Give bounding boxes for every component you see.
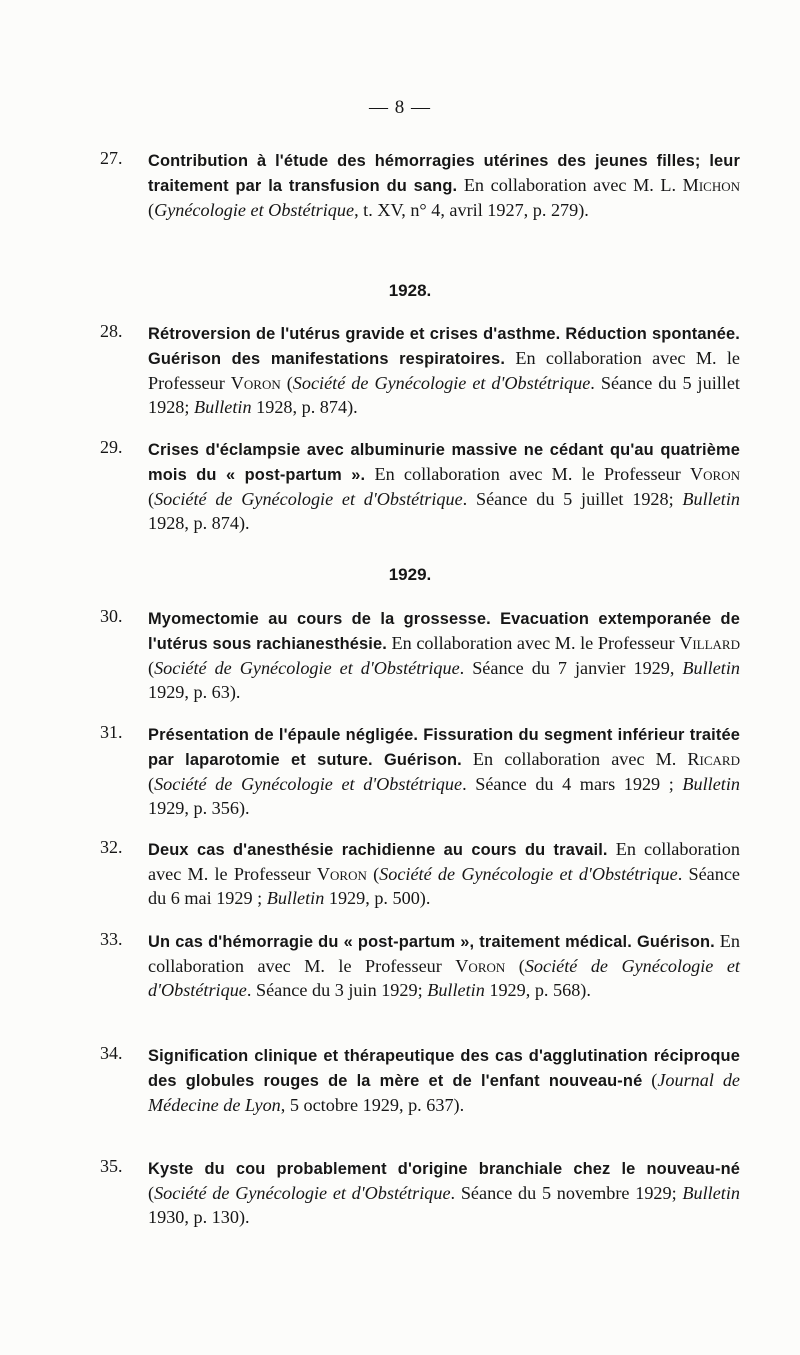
entry-text: (	[505, 956, 525, 976]
entry-number: 32.	[100, 837, 123, 857]
entry-number: 28.	[100, 321, 123, 341]
entry-author: Voron	[455, 956, 506, 976]
entry-text: . Séance du 5 juillet 1928;	[148, 373, 740, 417]
list-item	[100, 929, 740, 1002]
entry-number: 34.	[100, 1043, 123, 1063]
entry-text: En collaboration avec M. le Professeur	[148, 839, 740, 884]
entry-text: 1928, p. 874).	[148, 513, 250, 533]
entry-text: (	[148, 774, 155, 794]
entry-text: En collaboration avec M. le Professeur	[148, 348, 740, 393]
entry-text: (	[280, 373, 293, 393]
entry-text: (	[148, 200, 155, 220]
entry-body	[148, 837, 740, 910]
entry-text: . Séance du 3 juin 1929;	[246, 980, 428, 1000]
entry-journal: Société de Gynécologie et d'Obstétrique	[154, 489, 463, 509]
entry-bulletin: Bulletin	[682, 774, 741, 794]
list-item	[100, 437, 740, 535]
entry-author: Ricard	[687, 749, 740, 769]
entry-number: 35.	[100, 1156, 123, 1176]
entry-author: Michon	[682, 175, 740, 195]
entry-bulletin: Bulletin	[266, 888, 325, 908]
entry-text: En collaboration avec M. le Professeur	[386, 633, 680, 653]
entry-title: Rétroversion de l'utérus gravide et crises d'asthme. Réduction spontanée. Guérison des manifestations respiratoires.	[148, 325, 740, 368]
entry-number: 31.	[100, 722, 123, 742]
entry-bulletin: Bulletin	[682, 1183, 740, 1203]
entry-text: En collaboration avec M. le Professeur	[148, 931, 740, 976]
entry-bulletin: Bulletin	[193, 397, 252, 417]
entry-body	[148, 148, 740, 222]
entry-journal: Gynécologie et Obstétrique	[154, 200, 355, 220]
entry-journal: Société de Gynécologie et d'Obstétrique	[292, 373, 591, 393]
list-item	[100, 606, 740, 704]
entry-body	[148, 1043, 740, 1117]
entry-journal: Société de Gynécologie et d'Obstétrique	[154, 774, 463, 794]
entry-text: (	[642, 1070, 658, 1090]
entry-text: . Séance du 6 mai 1929 ;	[148, 864, 740, 908]
entry-journal: Société de Gynécologie et d'Obstétrique	[148, 956, 740, 1000]
list-item	[100, 1043, 740, 1117]
entry-text: 1929, p. 63).	[148, 682, 241, 702]
entry-text: En collaboration avec M. L.	[457, 175, 683, 195]
entry-text: , t. XV, n° 4, avril 1927, p. 279).	[354, 200, 589, 220]
entry-title: Un cas d'hémorragie du « post-partum », traitement médical. Guérison.	[148, 933, 715, 951]
entry-text: , 5 octobre 1929, p. 637).	[280, 1095, 465, 1115]
entry-body	[148, 929, 740, 1002]
year-heading: 1928.	[388, 281, 432, 300]
list-item	[100, 1156, 740, 1229]
entry-number: 30.	[100, 606, 123, 626]
list-item	[100, 722, 740, 820]
entry-journal: Société de Gynécologie et d'Obstétrique	[379, 864, 678, 884]
page-number: — 8 —	[369, 97, 431, 118]
year-heading: 1929.	[388, 565, 432, 584]
entry-text: 1929, p. 568).	[484, 980, 591, 1000]
entry-author: Voron	[316, 864, 367, 884]
entry-number: 33.	[100, 929, 123, 949]
entry-bulletin: Bulletin	[427, 980, 485, 1000]
entry-title: Signification clinique et thérapeutique des cas d'agglutination réciproque des globules rouges de la mère et de l'enfant nouveau-né	[148, 1047, 740, 1090]
entry-text: . Séance du 4 mars 1929 ;	[462, 774, 683, 794]
list-item	[100, 148, 740, 222]
entry-bulletin: Bulletin	[682, 489, 740, 509]
entry-title: Kyste du cou probablement d'origine branchiale chez le nouveau-né	[148, 1160, 740, 1178]
entry-title: Contribution à l'étude des hémorragies utérines des jeunes filles; leur traitement par la transfusion du sang.	[148, 152, 740, 195]
entry-text: 1929, p. 500).	[324, 888, 431, 908]
entry-bulletin: Bulletin	[682, 658, 740, 678]
entry-body	[148, 606, 740, 704]
entry-title: Crises d'éclampsie avec albuminurie massive ne cédant qu'au quatrième mois du « post-partum ».	[148, 441, 740, 484]
entry-text: (	[148, 658, 155, 678]
entry-body	[148, 437, 740, 535]
entry-number: 29.	[100, 437, 123, 457]
entry-author: Villard	[679, 633, 740, 653]
entry-author: Voron	[230, 373, 281, 393]
entry-body	[148, 722, 740, 820]
entry-journal: Journal de Médecine de Lyon	[148, 1070, 740, 1115]
entry-body	[148, 321, 740, 419]
entry-text: . Séance du 5 novembre 1929;	[450, 1183, 683, 1203]
entry-text: En collaboration avec M.	[461, 749, 688, 769]
entry-text: (	[148, 1183, 155, 1203]
entry-author: Voron	[690, 464, 740, 484]
list-item	[100, 321, 740, 419]
entry-journal: Société de Gynécologie et d'Obstétrique	[154, 1183, 451, 1203]
entry-text: 1929, p. 356).	[148, 798, 250, 818]
entry-text: 1928, p. 874).	[251, 397, 358, 417]
entry-text: (	[148, 489, 155, 509]
entry-text: En collaboration avec M. le Professeur	[365, 464, 690, 484]
entry-number: 27.	[100, 148, 123, 168]
entry-text: . Séance du 7 janvier 1929,	[459, 658, 683, 678]
entry-title: Myomectomie au cours de la grossesse. Evacuation extemporanée de l'utérus sous rachianesthésie.	[148, 610, 740, 653]
entry-body	[148, 1156, 740, 1229]
entry-text: (	[366, 864, 380, 884]
entry-text: 1930, p. 130).	[148, 1207, 250, 1227]
entry-title: Présentation de l'épaule négligée. Fissuration du segment inférieur traitée par laparotomie et suture. Guérison.	[148, 726, 740, 769]
entry-journal: Société de Gynécologie et d'Obstétrique	[154, 658, 460, 678]
entry-text: . Séance du 5 juillet 1928;	[462, 489, 683, 509]
entry-title: Deux cas d'anesthésie rachidienne au cours du travail.	[148, 841, 608, 859]
list-item	[100, 837, 740, 910]
